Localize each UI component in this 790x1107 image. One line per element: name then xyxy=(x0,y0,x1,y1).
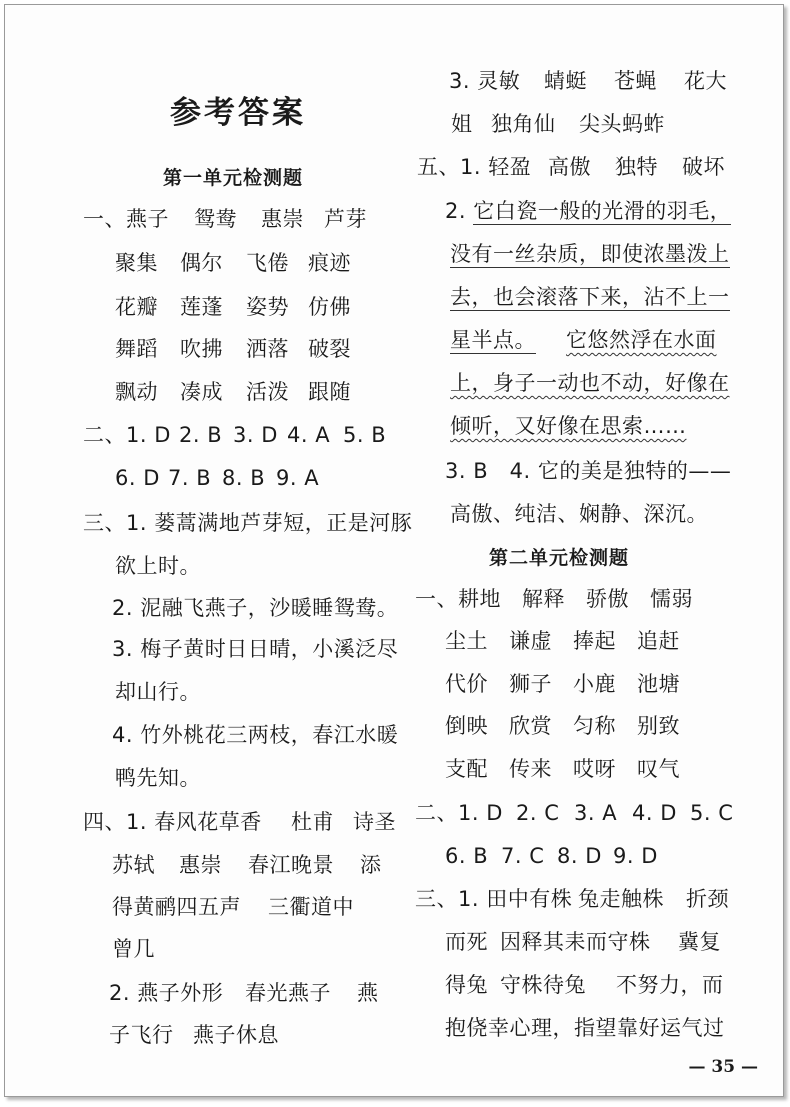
q5-number: 五、 xyxy=(417,155,460,179)
word: 支配 xyxy=(445,757,488,781)
answer-text: 1. 田中有株 xyxy=(458,887,573,911)
answer-text: 蜻蜓 xyxy=(544,69,587,93)
answer-text: 守株待兔 xyxy=(500,973,586,997)
q3-line: 鸭先知。 xyxy=(115,766,201,790)
q2-row xyxy=(115,464,319,492)
answer-text: 尖头蚂蚱 xyxy=(579,112,665,136)
unit1-heading: 第一单元检测题 xyxy=(163,167,304,189)
q2-number: 二、 xyxy=(83,423,126,447)
word: 凑成 xyxy=(180,380,223,404)
q4-line xyxy=(83,808,396,836)
q1-row xyxy=(115,249,351,277)
wavy-underlined-sentence: 它悠然浮在水面 xyxy=(566,328,717,352)
q5-line xyxy=(417,153,725,181)
answer-text: 燕 xyxy=(357,981,379,1005)
answer-text: 冀复 xyxy=(678,930,721,954)
u2q3-line: 抱侥幸心理，指望靠好运气过 xyxy=(445,1016,725,1040)
underlined-sentence: 没有一丝杂质，即使浓墨泼上 xyxy=(450,242,730,266)
page-title: 参考答案 xyxy=(170,95,306,131)
word: 聚集 xyxy=(115,251,158,275)
answer-text: 得黄鹂四五声 xyxy=(112,895,241,919)
u2q3-line xyxy=(445,971,724,999)
answer-page xyxy=(4,4,784,1097)
word: 鸳鸯 xyxy=(194,207,237,231)
word: 狮子 xyxy=(509,672,552,696)
page-number: — 35 — xyxy=(688,1057,758,1077)
q3-line: 4. 竹外桃花三两枝，春江水暖 xyxy=(112,723,399,747)
answer-text: 独角仙 xyxy=(491,112,556,136)
word: 莲蓬 xyxy=(180,295,223,319)
word: 哎呀 xyxy=(573,757,616,781)
q4-line xyxy=(112,851,382,879)
answer-text: 得兔 xyxy=(445,973,488,997)
answer-text: 诗圣 xyxy=(353,810,396,834)
word: 痕迹 xyxy=(308,251,351,275)
word: 追赶 xyxy=(637,629,680,653)
unit2-heading: 第二单元检测题 xyxy=(489,547,630,569)
q5-line xyxy=(450,326,717,354)
choice-answer: 5. B xyxy=(343,423,387,447)
q3-line: 却山行。 xyxy=(115,680,201,704)
q3-line xyxy=(83,509,412,537)
choice-answer: 4. D xyxy=(632,801,677,825)
word: 谦虚 xyxy=(509,629,552,653)
choice-answer: 4. A xyxy=(287,423,331,447)
q5-line xyxy=(450,283,730,311)
u2q3-line xyxy=(415,885,729,913)
word: 欣赏 xyxy=(509,714,552,738)
u2q1-row xyxy=(445,712,680,740)
answer-text: 子飞行 xyxy=(109,1023,174,1047)
answer-text: 高傲 xyxy=(548,155,591,179)
choice-answer: 8. D xyxy=(557,844,602,868)
answer-text: 1. 轻盈 xyxy=(460,155,532,179)
choice-answer: 7. B xyxy=(168,466,212,490)
u2q2-number: 二、 xyxy=(415,801,458,825)
underlined-sentence: 星半点。 xyxy=(450,328,536,352)
choice-answer: 6. D xyxy=(115,466,160,490)
choice-answer: 9. D xyxy=(613,844,658,868)
word: 飞倦 xyxy=(246,251,289,275)
q4-number: 四、 xyxy=(83,810,126,834)
choice-answer: 2. B xyxy=(179,423,223,447)
q5-line xyxy=(450,412,687,440)
word: 跟随 xyxy=(308,380,351,404)
answer-text: 而死 xyxy=(445,930,488,954)
q5-line xyxy=(445,197,731,225)
poem-line: 1. 蒌蒿满地芦芽短，正是河豚 xyxy=(126,511,413,535)
q4-cont-line xyxy=(449,67,727,95)
word: 吹拂 xyxy=(180,337,223,361)
word: 捧起 xyxy=(573,629,616,653)
q1-row xyxy=(115,335,351,363)
choice-answer: 7. C xyxy=(501,844,545,868)
word: 懦弱 xyxy=(650,587,693,611)
q5-line xyxy=(450,369,730,397)
word: 别致 xyxy=(637,714,680,738)
word: 舞蹈 xyxy=(115,337,158,361)
answer-text: 添 xyxy=(360,853,382,877)
word: 小鹿 xyxy=(573,672,616,696)
word: 骄傲 xyxy=(586,587,629,611)
word: 惠崇 xyxy=(261,207,304,231)
answer-text: 因释其耒而守株 xyxy=(500,930,651,954)
choice-answer: 5. C xyxy=(690,801,734,825)
answer-text: 苏轼 xyxy=(112,853,155,877)
wavy-underlined-sentence: 上，身子一动也不动，好像在 xyxy=(450,371,730,395)
q5-subnumber: 2. xyxy=(445,199,474,223)
u2q3-number: 三、 xyxy=(415,887,458,911)
q5-line: 高傲、纯洁、娴静、深沉。 xyxy=(450,502,708,526)
q4-line: 曾几 xyxy=(112,937,155,961)
q5-line xyxy=(450,240,730,268)
answer-text: 三衢道中 xyxy=(268,895,354,919)
word: 代价 xyxy=(445,672,488,696)
choice-answer: 3. A xyxy=(574,801,618,825)
answer-text: 春江晚景 xyxy=(248,853,334,877)
q1-row xyxy=(115,293,351,321)
q1-row xyxy=(83,205,367,233)
word: 洒落 xyxy=(246,337,289,361)
word: 活泼 xyxy=(246,380,289,404)
answer-text: 破坏 xyxy=(682,155,725,179)
answer-text: 3. 灵敏 xyxy=(449,69,521,93)
q2-row xyxy=(83,421,386,449)
word: 破裂 xyxy=(308,337,351,361)
word: 尘土 xyxy=(445,629,488,653)
q1-row xyxy=(115,378,351,406)
choice-answer: 2. C xyxy=(516,801,560,825)
word: 耕地 xyxy=(458,587,501,611)
word: 匀称 xyxy=(573,714,616,738)
word: 传来 xyxy=(509,757,552,781)
choice-answer: 3. D xyxy=(233,423,278,447)
u2q2-row xyxy=(415,799,733,827)
u2q1-row xyxy=(445,627,680,655)
answer-text: 苍蝇 xyxy=(614,69,657,93)
q4-line xyxy=(109,979,379,1007)
q4-cont-line xyxy=(451,110,665,138)
answer-text: 杜甫 xyxy=(291,810,334,834)
u2q1-row xyxy=(445,670,680,698)
choice-answer: 1. D xyxy=(126,423,171,447)
choice-answer: 6. B xyxy=(445,844,489,868)
answer-text: 兔走触株 xyxy=(578,887,664,911)
choice-answer: 8. B xyxy=(222,466,266,490)
word: 池塘 xyxy=(637,672,680,696)
q3-line: 3. 梅子黄时日日晴，小溪泛尽 xyxy=(112,637,399,661)
q5-line: 3. B 4. 它的美是独特的—— xyxy=(445,459,732,483)
word: 芦芽 xyxy=(324,207,367,231)
answer-text: 惠崇 xyxy=(179,853,222,877)
q3-line: 2. 泥融飞燕子，沙暖睡鸳鸯。 xyxy=(112,596,399,620)
word: 燕子 xyxy=(126,207,169,231)
word: 偶尔 xyxy=(180,251,223,275)
u2q1-number: 一、 xyxy=(415,587,458,611)
answer-text: 不努力，而 xyxy=(616,973,724,997)
word: 解释 xyxy=(522,587,565,611)
u2q1-row xyxy=(445,755,680,783)
answer-text: 春光燕子 xyxy=(245,981,331,1005)
answer-text: 2. 燕子外形 xyxy=(109,981,224,1005)
word: 姿势 xyxy=(246,295,289,319)
underlined-sentence: 去，也会滚落下来，沾不上一 xyxy=(450,285,730,309)
underlined-sentence: 它白瓷一般的光滑的羽毛， xyxy=(473,199,732,223)
choice-answer: 9. A xyxy=(276,466,320,490)
q3-number: 三、 xyxy=(83,511,126,535)
answer-text: 1. 春风花草香 xyxy=(126,810,262,834)
word: 飘动 xyxy=(115,380,158,404)
answer-text: 折颈 xyxy=(686,887,729,911)
answer-text: 姐 xyxy=(451,112,473,136)
u2q2-row xyxy=(445,842,658,870)
answer-text: 独特 xyxy=(615,155,658,179)
choice-answer: 1. D xyxy=(458,801,503,825)
wavy-underlined-sentence: 倾听，又好像在思索…… xyxy=(450,414,687,438)
q3-line: 欲上时。 xyxy=(115,554,201,578)
answer-text: 花大 xyxy=(684,69,727,93)
word: 仿佛 xyxy=(308,295,351,319)
answer-text: 燕子休息 xyxy=(193,1023,279,1047)
word: 花瓣 xyxy=(115,295,158,319)
u2q3-line xyxy=(445,928,721,956)
q1-number: 一、 xyxy=(83,207,126,231)
q4-line xyxy=(109,1021,279,1049)
u2q1-row xyxy=(415,585,693,613)
word: 倒映 xyxy=(445,714,488,738)
q4-line xyxy=(112,893,354,921)
word: 叹气 xyxy=(637,757,680,781)
